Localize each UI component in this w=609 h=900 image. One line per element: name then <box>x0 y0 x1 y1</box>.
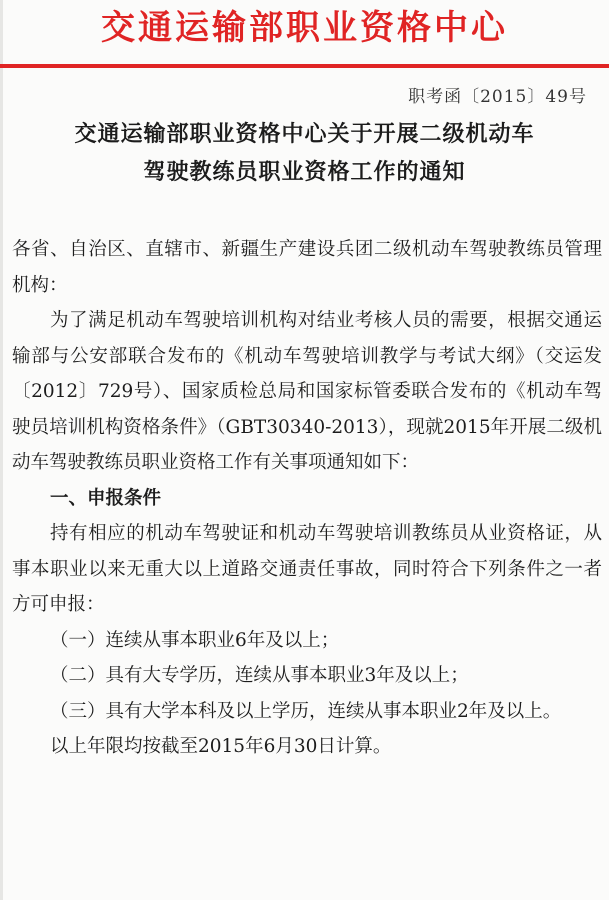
section-heading-eligibility: 一、申报条件 <box>50 487 162 509</box>
masthead-title: 交通运输部职业资格中心 <box>101 8 508 48</box>
notice-title-line-2: 驾驶教练员职业资格工作的通知 <box>143 160 466 185</box>
intro-paragraph: 为了满足机动车驾驶培训机构对结业考核人员的需要，根据交通运输部与公安部联合发布的《机动车驾驶培训教学与考试大纲》（交运发〔2012〕729号）、国家质检总局和国家标管委联合发布的《机动车驾驶员培训机构资格条件》（GBT30340-2013），现就2015年开展二级机动车驾驶教练员职业资格工作有关事项通知如下： <box>12 310 602 473</box>
period-note: 以上年限均按截至2015年6月30日计算。 <box>50 736 392 757</box>
notice-title-line-1: 交通运输部职业资格中心关于开展二级机动车 <box>74 122 535 147</box>
notice-body <box>12 232 602 765</box>
addressee: 各省、自治区、直辖市、新疆生产建设兵团二级机动车驾驶教练员管理机构： <box>12 239 602 296</box>
notice-title <box>0 116 609 192</box>
red-divider-rule <box>0 64 609 68</box>
eligibility-paragraph: 持有相应的机动车驾驶证和机动车驾驶培训教练员从业资格证，从事本职业以来无重大以上道路交通责任事故，同时符合下列条件之一者方可申报： <box>12 523 602 615</box>
eligibility-item-1: （一）连续从事本职业6年及以上； <box>50 629 340 651</box>
eligibility-item-2: （二）具有大专学历，连续从事本职业3年及以上； <box>50 665 469 686</box>
document-number: 职考函〔2015〕49号 <box>408 87 587 107</box>
eligibility-item-3: （三）具有大学本科及以上学历，连续从事本职业2年及以上。 <box>50 700 562 722</box>
